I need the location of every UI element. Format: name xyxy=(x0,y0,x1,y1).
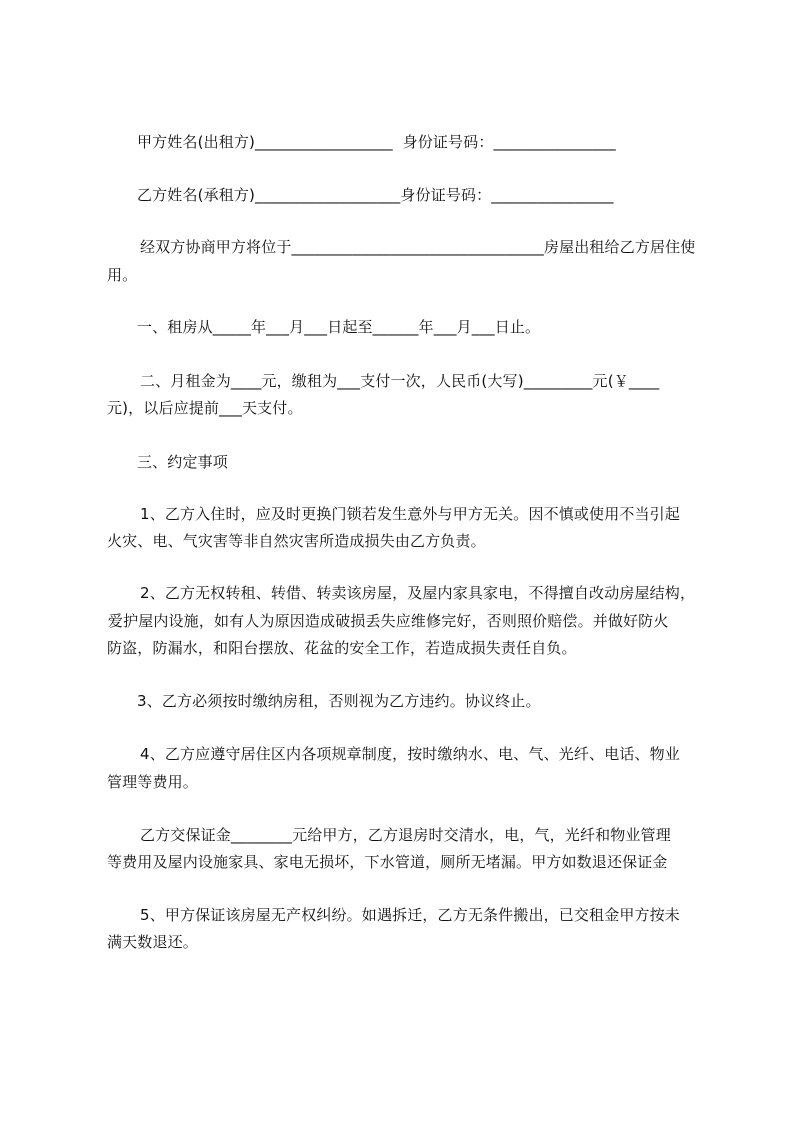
item-1-line-1: 1、乙方入住时，应及时更换门锁若发生意外与甲方无关。因不慎或使用不当引起 xyxy=(140,505,680,523)
item-4-line-1: 4、乙方应遵守居住区内各项规章制度，按时缴纳水、电、气、光纤、电话、物业 xyxy=(140,745,680,763)
item-1-line-2: 火灾、电、气灾害等非自然灾害所造成损失由乙方负责。 xyxy=(107,532,486,550)
item-2-line-2: 爱护屋内设施，如有人为原因造成破损丢失应维修完好，否则照价赔偿。并做好防火 xyxy=(103,612,669,630)
item-4-line-2: 管理等费用。 xyxy=(107,773,198,791)
location-line-1: 经双方协商甲方将位于_________________________________房屋出租给乙方居住使 xyxy=(140,238,696,256)
party-b-line: 乙方姓名(承租方)___________________身份证号码：________________ xyxy=(137,186,614,204)
item-3: 3、乙方必须按时缴纳房租，否则视为乙方违约。协议终止。 xyxy=(137,692,541,710)
clause-3-title: 三、约定事项 xyxy=(137,453,228,471)
item-2-line-1: 2、乙方无权转租、转借、转卖该房屋，及屋内家具家电，不得擅自改动房屋结构， xyxy=(140,584,696,602)
item-5-line-2: 满天数退还。 xyxy=(107,933,198,951)
item-2-line-3: 防盗，防漏水，和阳台摆放、花盆的安全工作，若造成损失责任自负。 xyxy=(107,639,577,657)
deposit-line-2: 等费用及屋内设施家具、家电无损坏，下水管道，厕所无堵漏。甲方如数退还保证金 xyxy=(107,853,668,871)
location-line-2: 用。 xyxy=(107,266,138,284)
deposit-line-1: 乙方交保证金________元给甲方，乙方退房时交清水，电，气，光纤和物业管理 xyxy=(140,826,671,844)
clause-2-line-1: 二、月租金为____元，缴租为___支付一次，人民币(大写)_________元(￥____ xyxy=(140,372,660,390)
item-5-line-1: 5、甲方保证该房屋无产权纠纷。如遇拆迁，乙方无条件搬出，已交租金甲方按未 xyxy=(140,906,680,924)
clause-1: 一、租房从_____年___月___日起至______年___月___日止。 xyxy=(137,318,541,336)
party-a-line: 甲方姓名(出租方)__________________ 身份证号码：________________ xyxy=(137,133,616,151)
clause-2-line-2: 元)，以后应提前___天支付。 xyxy=(107,399,303,417)
